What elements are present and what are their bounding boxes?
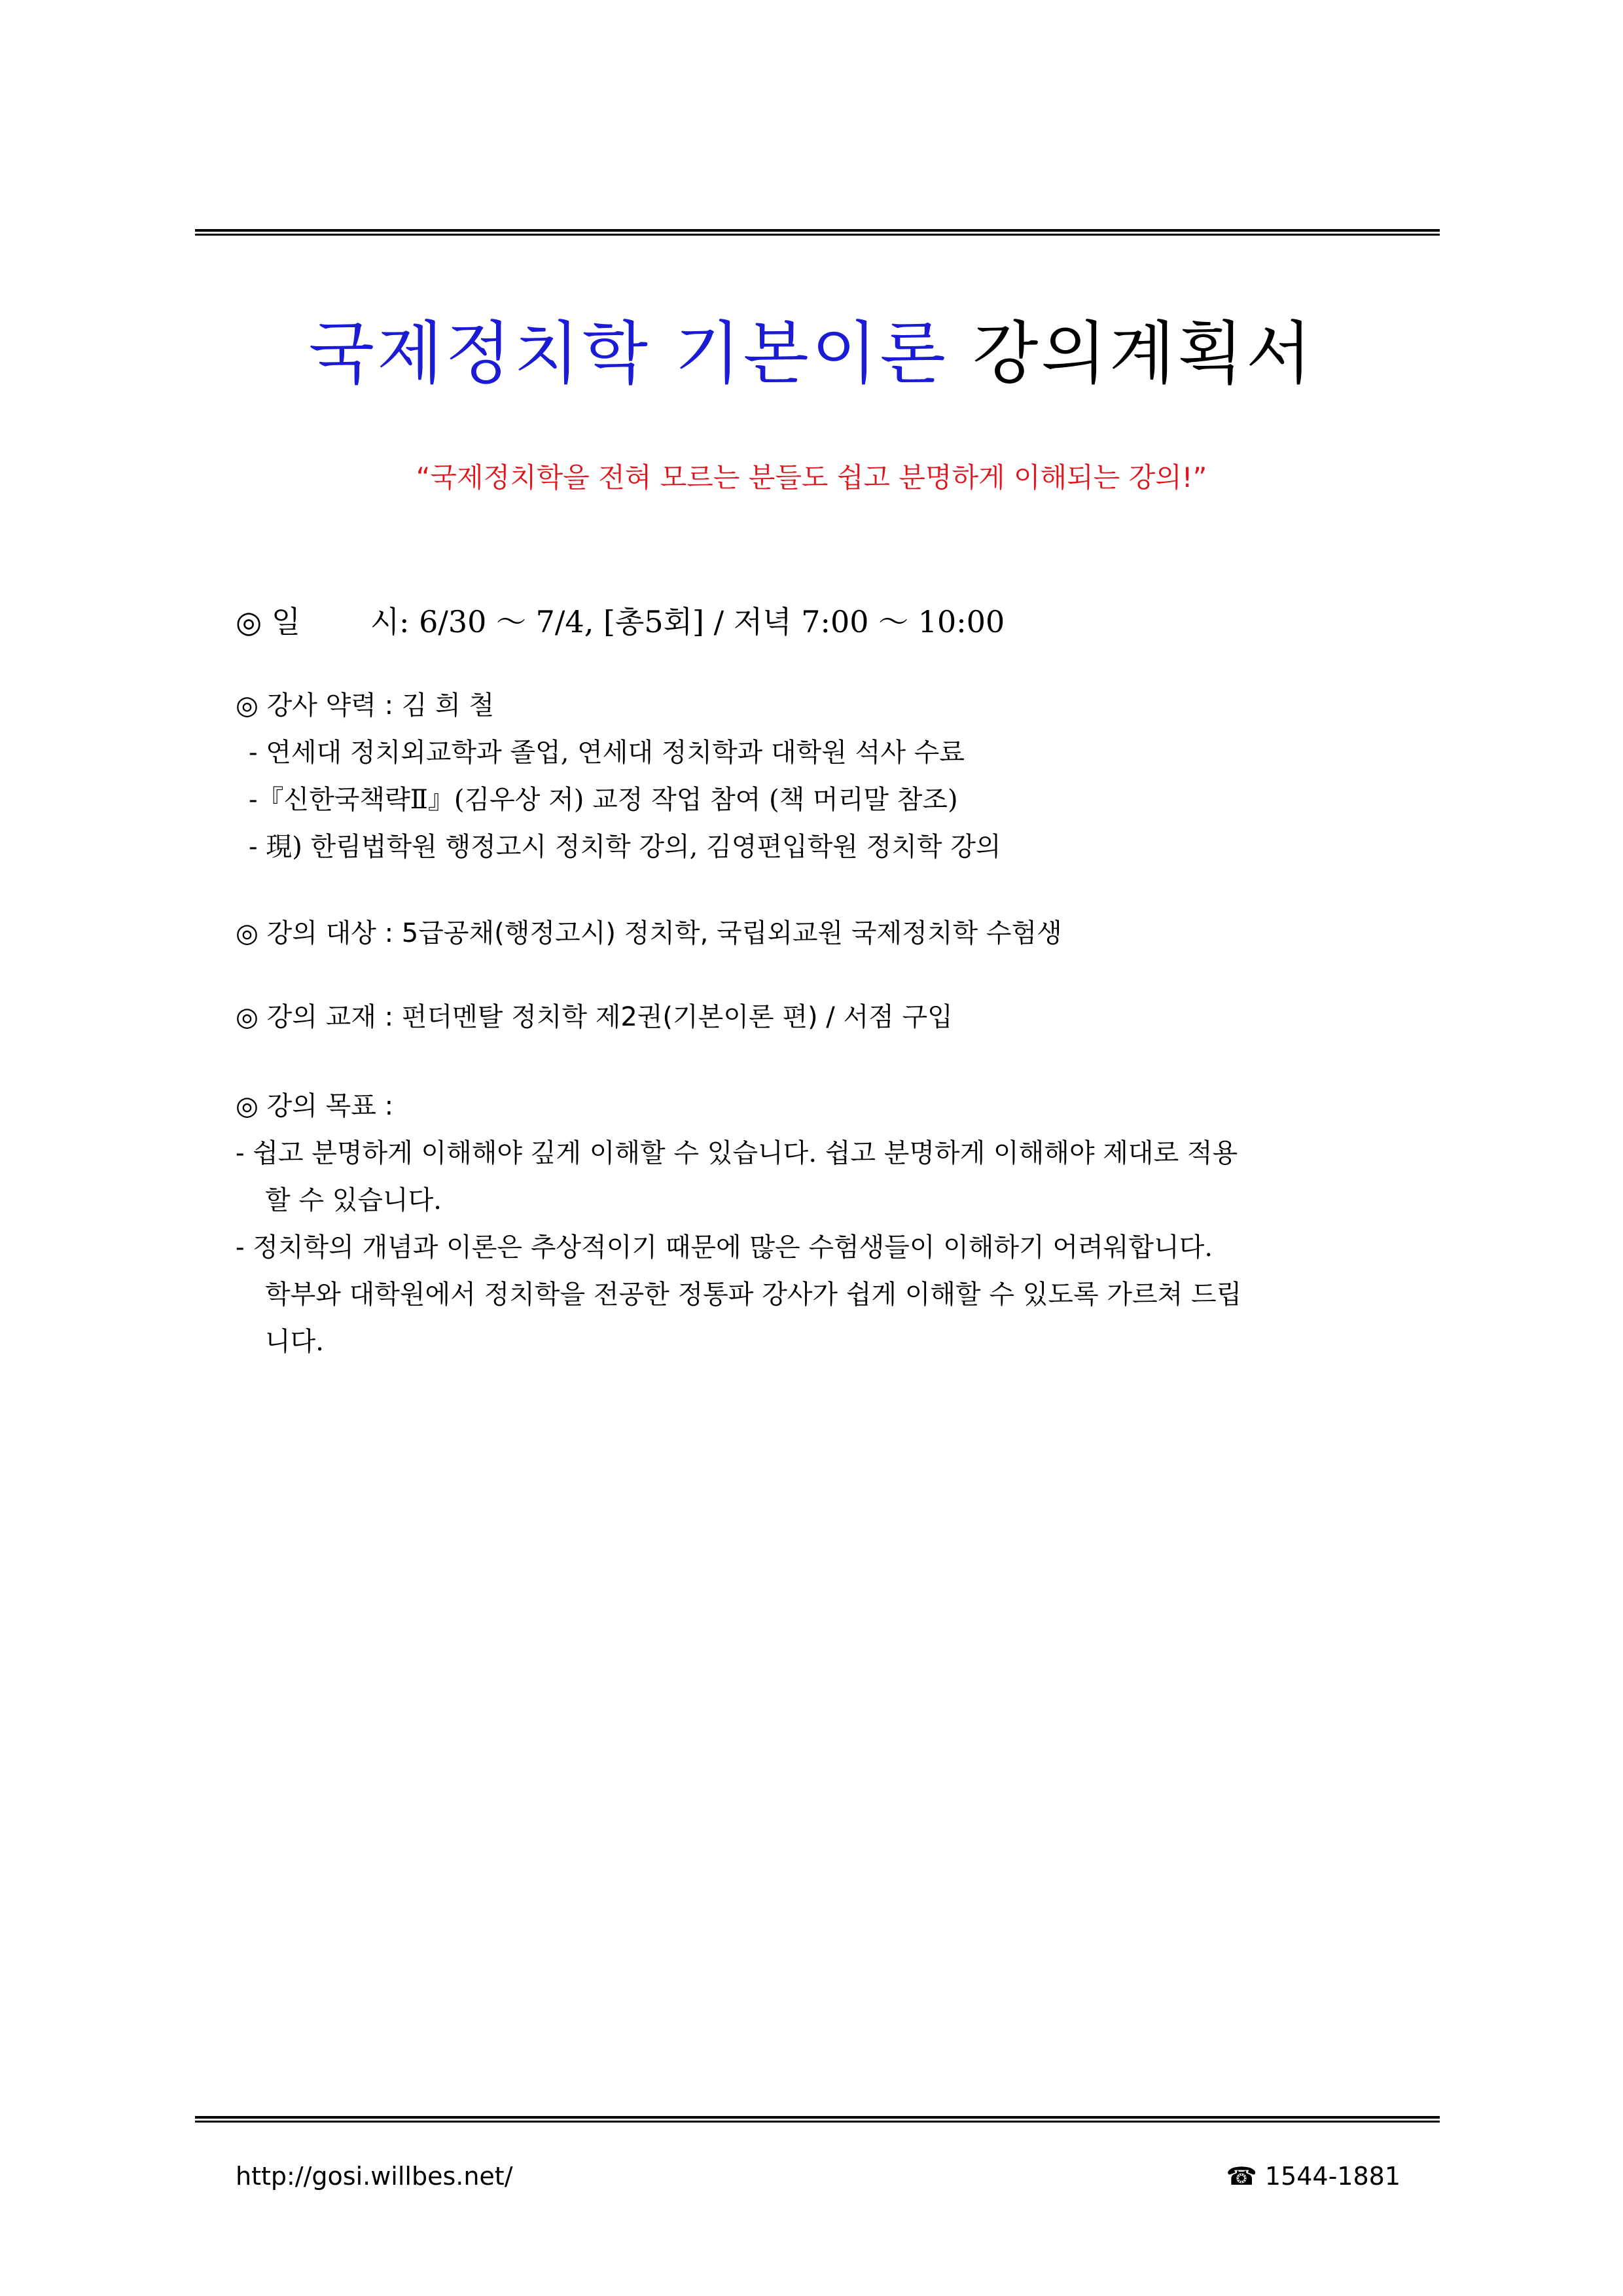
- page-title: [0, 311, 1623, 396]
- footer-phone: ☎ 1544-1881: [1226, 2162, 1400, 2191]
- schedule-value: : 6/30 ～ 7/4, [총5회] / 저녁 7:00 ～ 10:00: [399, 604, 1005, 639]
- career-item-3: - 現) 한림법학원 행정고시 정치학 강의, 김영편입학원 정치학 강의: [249, 832, 1001, 862]
- bottom-double-rule: [195, 2116, 1440, 2123]
- schedule-label: ◎ 일 시: [236, 604, 400, 639]
- career-item-2: -『신한국책략Ⅱ』(김우상 저) 교정 작업 참여 (책 머리말 참조): [249, 785, 958, 815]
- schedule-line: [236, 602, 1005, 641]
- slogan: “국제정치학을 전혀 모르는 분들도 쉽고 분명하게 이해되는 강의!”: [416, 461, 1207, 493]
- lecture-textbook: ◎ 강의 교재 : 펀더멘탈 정치학 제2권(기본이론 편) / 서점 구입: [236, 1002, 953, 1032]
- goal-item-1-line-1: - 쉽고 분명하게 이해해야 깊게 이해할 수 있습니다. 쉽고 분명하게 이해해야 제대로 적용: [236, 1138, 1238, 1168]
- title-black-part: 강의계획서: [972, 314, 1315, 393]
- goal-item-2-line-1: - 정치학의 개념과 이론은 추상적이기 때문에 많은 수험생들이 이해하기 어려워합니다.: [236, 1232, 1213, 1263]
- top-double-rule: [195, 229, 1440, 236]
- goal-item-2-line-3: 니다.: [265, 1327, 324, 1357]
- lecture-target: ◎ 강의 대상 : 5급공채(행정고시) 정치학, 국립외교원 국제정치학 수험생: [236, 918, 1062, 948]
- career-heading: ◎ 강사 약력 : 김 희 철: [236, 691, 495, 721]
- goal-item-1-line-2: 할 수 있습니다.: [265, 1185, 442, 1215]
- career-item-1: - 연세대 정치외교학과 졸업, 연세대 정치학과 대학원 석사 수료: [249, 738, 965, 768]
- title-blue-part: 국제정치학 기본이론: [308, 314, 948, 393]
- goals-heading: ◎ 강의 목표 :: [236, 1091, 394, 1121]
- footer-url: http://gosi.willbes.net/: [236, 2162, 513, 2191]
- goal-item-2-line-2: 학부와 대학원에서 정치학을 전공한 정통파 강사가 쉽게 이해할 수 있도록 가르쳐 드립: [265, 1280, 1242, 1310]
